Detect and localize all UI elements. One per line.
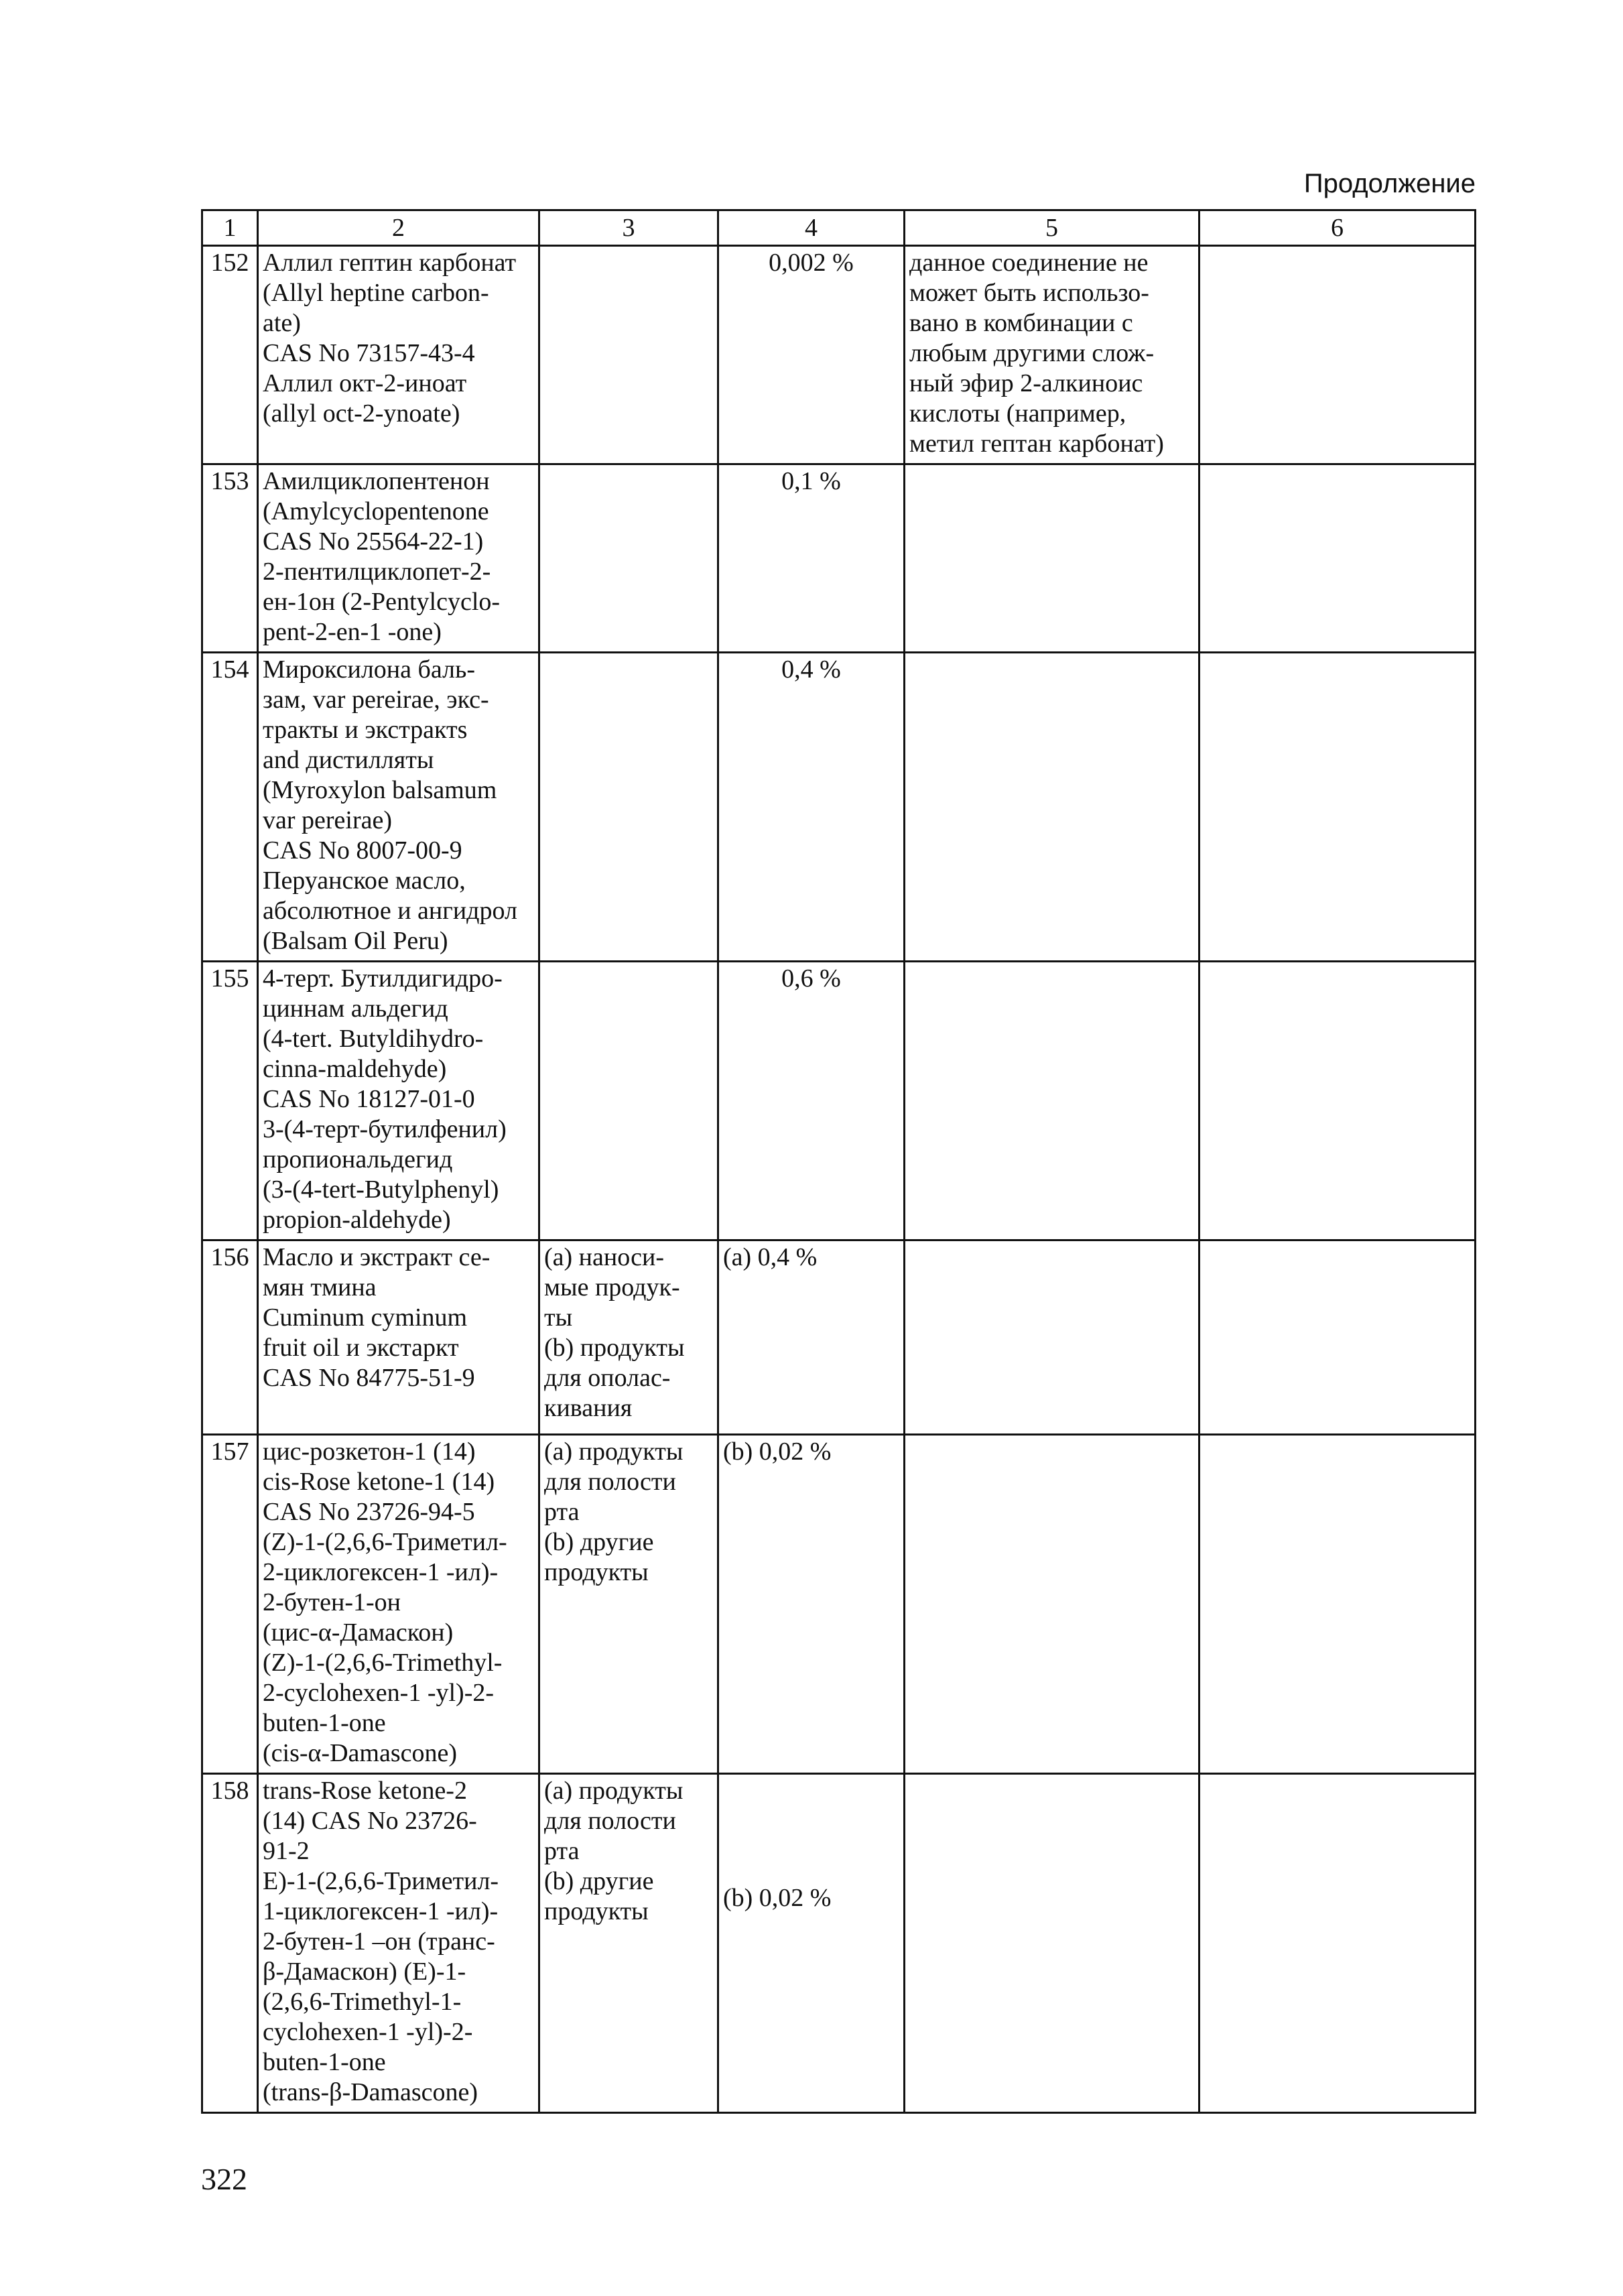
table-row (202, 464, 1476, 653)
concentration-limit-cell (718, 1435, 905, 1774)
product-type-cell (539, 1774, 718, 2113)
cell-text-line: (Z)-1-(2,6,6-Триметил- (263, 1528, 507, 1556)
cell-text-line: Cuminum cyminum (263, 1303, 468, 1332)
row-number-cell: 157 (202, 1435, 258, 1774)
row-number-cell: 153 (202, 464, 258, 653)
cell-text-line: метил гептан карбонат) (909, 430, 1164, 458)
table-header-row (202, 210, 1476, 246)
cell-text-line: (cis-α-Damascone) (263, 1739, 457, 1767)
product-type-cell (539, 1240, 718, 1435)
cell-text-line: любым другими слож- (909, 339, 1155, 367)
ingredients-table (201, 209, 1476, 2114)
cell-text-line: кивания (544, 1394, 633, 1422)
warnings-cell (1199, 962, 1476, 1240)
cell-text-line: абсолютное и ангидрол (263, 897, 517, 925)
cell-text-line: cis-Rose ketone-1 (14) (263, 1468, 495, 1496)
ingredient-name-cell (258, 246, 539, 464)
table-row (202, 962, 1476, 1240)
concentration-limit-cell (718, 464, 905, 653)
cell-text-line: Мироксилона баль- (263, 655, 475, 684)
cell-text-line: (Allyl heptine carbon- (263, 279, 489, 307)
warnings-cell (1199, 464, 1476, 653)
row-number-cell: 154 (202, 653, 258, 962)
cell-text-line: (b) другие (544, 1528, 654, 1556)
conditions-cell (905, 962, 1199, 1240)
cell-text-line: trans-Rose ketone-2 (263, 1777, 467, 1805)
cell-text-line: cyclohexen-1 -yl)-2- (263, 2018, 473, 2046)
cell-text-line: 0,1 % (781, 467, 841, 495)
row-number-cell: 156 (202, 1240, 258, 1435)
cell-text-line: 2-бутен-1 –он (транс- (263, 1927, 495, 1956)
cell-text-line: buten-1-one (263, 1709, 386, 1737)
cell-text-line: Амилциклопентенон (263, 467, 490, 495)
cell-text-line: E)-1-(2,6,6-Триметил- (263, 1867, 499, 1895)
warnings-cell (1199, 653, 1476, 962)
cell-text-line: 1-циклогексен-1 -ил)- (263, 1897, 499, 1925)
concentration-limit-cell (718, 1774, 905, 2113)
cell-text-line: 4-терт. Бутилдигидро- (263, 964, 503, 993)
table-row (202, 1240, 1476, 1435)
cell-text-line: var pereirae) (263, 806, 393, 834)
table-row (202, 246, 1476, 464)
product-type-cell (539, 962, 718, 1240)
cell-text-line: (14) CAS No 23726- (263, 1807, 477, 1835)
cell-text-line: 91-2 (263, 1837, 310, 1865)
cell-text-line: CAS No 23726-94-5 (263, 1498, 475, 1526)
cell-text-line: мян тмина (263, 1273, 377, 1301)
cell-text-line: (2,6,6-Trimethyl-1- (263, 1988, 462, 2016)
cell-text-line: fruit oil и экстаркт (263, 1334, 459, 1362)
cell-text-line: (Myroxylon balsamum (263, 776, 497, 804)
cell-text-line: 0,6 % (781, 964, 841, 993)
conditions-cell (905, 246, 1199, 464)
warnings-cell (1199, 1774, 1476, 2113)
ingredient-name-cell (258, 1774, 539, 2113)
cell-text-line: (trans-β-Damascone) (263, 2078, 478, 2106)
cell-text-line: мые продук- (544, 1273, 680, 1301)
cell-text-line: (b) 0,02 % (723, 1438, 832, 1466)
row-number-cell: 158 (202, 1774, 258, 2113)
conditions-cell (905, 1240, 1199, 1435)
warnings-cell (1199, 1435, 1476, 1774)
cell-text-line: CAS No 73157-43-4 (263, 339, 475, 367)
cell-text-line: 0,002 % (769, 249, 854, 277)
cell-text-line: Перуанское масло, (263, 867, 466, 895)
cell-text-line: тракты и экстрактs (263, 716, 468, 744)
column-header: 4 (718, 210, 905, 246)
column-header: 6 (1199, 210, 1476, 246)
cell-text-line: (b) 0,02 % (723, 1884, 832, 1912)
cell-text-line: рта (544, 1498, 580, 1526)
product-type-cell (539, 653, 718, 962)
cell-text-line: для ополас- (544, 1364, 671, 1392)
cell-text-line: данное соединение не (909, 249, 1149, 277)
cell-text-line: ный эфир 2-алкиноис (909, 369, 1143, 397)
cell-text-line: ен-1он (2-Pentylcyclo- (263, 588, 501, 616)
spacer (723, 1776, 899, 1883)
cell-text-line: 3-(4-терт-бутилфенил) (263, 1115, 507, 1143)
product-type-cell (539, 464, 718, 653)
cell-text-line: продукты (544, 1897, 649, 1925)
warnings-cell (1199, 1240, 1476, 1435)
cell-text-line: CAS No 8007-00-9 (263, 836, 462, 865)
cell-text-line: CAS No 18127-01-0 (263, 1085, 475, 1113)
concentration-limit-cell (718, 653, 905, 962)
conditions-cell (905, 464, 1199, 653)
conditions-cell (905, 1774, 1199, 2113)
cell-text-line: (b) продукты (544, 1334, 685, 1362)
cell-text-line: pent-2-en-1 -one) (263, 618, 442, 646)
table-row (202, 653, 1476, 962)
cell-text-line: (Amylcyclopentenone (263, 497, 489, 525)
ingredient-name-cell (258, 653, 539, 962)
concentration-limit-cell (718, 962, 905, 1240)
product-type-cell (539, 246, 718, 464)
cell-text-line: Аллил окт-2-иноат (263, 369, 467, 397)
column-header: 3 (539, 210, 718, 246)
cell-text-line: может быть использо- (909, 279, 1149, 307)
cell-text-line: β-Дамаскон) (E)-1- (263, 1958, 466, 1986)
row-number-cell: 155 (202, 962, 258, 1240)
concentration-limit-cell (718, 1240, 905, 1435)
cell-text-line: рта (544, 1837, 580, 1865)
row-number-cell: 152 (202, 246, 258, 464)
cell-text-line: (4-tert. Butyldihydro- (263, 1025, 484, 1053)
product-type-cell (539, 1435, 718, 1774)
warnings-cell (1199, 246, 1476, 464)
ingredient-name-cell (258, 1240, 539, 1435)
table-row (202, 1774, 1476, 2113)
cell-text-line: ты (544, 1303, 573, 1332)
cell-text-line: cinna-maldehyde) (263, 1055, 447, 1083)
cell-text-line: (Z)-1-(2,6,6-Trimethyl- (263, 1649, 503, 1677)
cell-text-line: CAS No 25564-22-1) (263, 527, 484, 556)
page-number: 322 (201, 2162, 247, 2196)
cell-text-line: (а) наноси- (544, 1243, 665, 1271)
ingredient-name-cell (258, 464, 539, 653)
column-header: 1 (202, 210, 258, 246)
cell-text-line: (Balsam Oil Peru) (263, 927, 448, 955)
cell-text-line: ate) (263, 309, 301, 337)
conditions-cell (905, 653, 1199, 962)
cell-text-line: для полости (544, 1468, 676, 1496)
cell-text-line: циннам альдегид (263, 995, 448, 1023)
cell-text-line: 2-бутен-1-он (263, 1588, 401, 1616)
cell-text-line: Масло и экстракт се- (263, 1243, 491, 1271)
cell-text-line: вано в комбинации с (909, 309, 1133, 337)
column-header: 5 (905, 210, 1199, 246)
ingredient-name-cell (258, 1435, 539, 1774)
cell-text-line: 0,4 % (781, 655, 841, 684)
cell-text-line: продукты (544, 1558, 649, 1586)
cell-text-line: (а) 0,4 % (723, 1243, 818, 1271)
cell-text-line: buten-1-one (263, 2048, 386, 2076)
cell-text-line: 2-циклогексен-1 -ил)- (263, 1558, 499, 1586)
cell-text-line: 2-cyclohexen-1 -yl)-2- (263, 1679, 495, 1707)
cell-text-line: цис-розкетон-1 (14) (263, 1438, 476, 1466)
cell-text-line: (а) продукты (544, 1777, 684, 1805)
cell-text-line: 2-пентилциклопет-2- (263, 558, 491, 586)
cell-text-line: propion-aldehyde) (263, 1206, 451, 1234)
table-body (202, 246, 1476, 2113)
cell-text-line: Аллил гептин карбонат (263, 249, 517, 277)
cell-text-line: (allyl oct-2-ynoate) (263, 399, 460, 428)
table-row (202, 1435, 1476, 1774)
conditions-cell (905, 1435, 1199, 1774)
concentration-limit-cell (718, 246, 905, 464)
cell-text-line: and дистилляты (263, 746, 434, 774)
cell-text-line: (цис-α-Дамаскон) (263, 1618, 454, 1647)
cell-text-line: (а) продукты (544, 1438, 684, 1466)
continuation-label: Продолжение (1303, 169, 1476, 198)
cell-text-line: CAS No 84775-51-9 (263, 1364, 475, 1392)
ingredient-name-cell (258, 962, 539, 1240)
cell-text-line: пропиональдегид (263, 1145, 453, 1173)
cell-text-line: (b) другие (544, 1867, 654, 1895)
column-header: 2 (258, 210, 539, 246)
cell-text-line: зам, var pereirae, экс- (263, 686, 489, 714)
cell-text-line: для полости (544, 1807, 676, 1835)
cell-text-line: (3-(4-tert-Butylphenyl) (263, 1175, 499, 1204)
cell-text-line: кислоты (например, (909, 399, 1126, 428)
